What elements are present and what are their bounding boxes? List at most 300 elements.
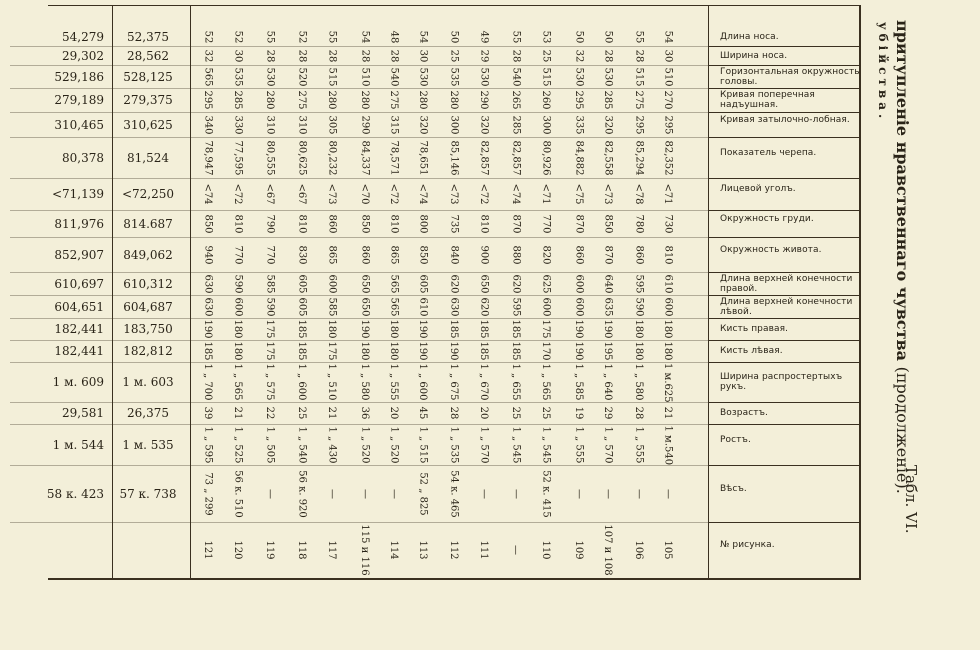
value-cell: 84,882 [573,140,584,175]
average-1-cell: <71,139 [51,187,104,201]
value-cell: 20 [388,406,399,420]
average-1-cell: 310,465 [54,117,104,132]
value-cell: 650 [359,273,370,294]
value-cell: 810 [662,244,673,265]
label-divider [708,318,860,319]
value-cell: 1 „ 585 [573,363,584,401]
value-cell: 50 [602,30,613,43]
value-cell: 1 „ 600 [417,363,428,401]
average-1-cell: 529,186 [54,69,104,84]
value-cell: 80,926 [540,140,551,175]
value-cell: 50 [448,30,459,43]
value-cell: 605 [417,273,428,294]
value-cell: 190 [448,341,459,361]
value-cell: 605 [296,296,307,317]
value-cell: 85,294 [633,140,644,175]
value-cell: <74 [417,183,428,205]
value-cell: 175 [264,319,275,339]
value-cell: 25 [296,406,307,420]
value-cell: 590 [264,296,275,317]
value-cell: <72 [232,183,243,205]
label-divider [708,237,860,238]
value-cell: 80,232 [326,140,337,175]
value-cell: 295 [573,90,584,110]
value-cell: 1 „ 520 [388,426,399,463]
value-cell: 1 „ 655 [510,363,521,401]
value-cell: 28 [510,49,521,62]
value-cell: 880 [510,244,521,265]
value-cell: 1 „ 520 [359,426,370,463]
value-cell: 21 [662,406,673,420]
value-cell: <72 [478,183,489,205]
value-cell: 565 [388,296,399,317]
value-cell: 285 [510,114,521,135]
value-cell: 180 [662,319,673,339]
value-cell: 1 „ 515 [417,426,428,463]
value-cell: 32 [202,49,213,62]
average-2-cell: 528,125 [123,69,173,84]
value-cell: <67 [264,183,275,205]
value-cell: 1 „ 675 [448,363,459,401]
value-cell: 112 [448,540,459,560]
value-cell: 180 [232,319,243,339]
value-cell: — [359,488,370,499]
label-divider [708,88,860,89]
average-2-cell: 57 к. 738 [119,486,177,501]
value-cell: 295 [202,90,213,110]
value-cell: 870 [573,213,584,234]
value-cell: 49 [478,30,489,43]
value-cell: 1 „ 555 [573,426,584,463]
value-cell: 1 „ 505 [264,426,275,463]
row-label: Кисть правая. [720,324,789,334]
value-cell: 305 [326,114,337,135]
value-cell: 82,857 [510,140,521,175]
value-cell: — [264,488,275,499]
value-cell: 1 „ 640 [602,363,613,401]
value-cell: 590 [633,296,644,317]
label-divider [708,402,860,403]
value-cell: 56 к. 920 [296,469,307,518]
value-cell: 265 [510,90,521,110]
value-cell: 850 [359,213,370,234]
row-label: Длина верхней конечности лѣвой. [720,296,853,317]
average-2-cell: 26,375 [127,406,169,420]
value-cell: 315 [388,114,399,135]
value-cell: 190 [202,319,213,339]
value-cell: 280 [326,90,337,110]
value-cell: 595 [510,296,521,317]
value-cell: 820 [540,244,551,265]
value-cell: 185 [296,341,307,361]
value-cell: 175 [326,341,337,361]
value-cell: 28 [388,49,399,62]
value-cell: 635 [602,296,613,317]
value-cell: 28 [633,49,644,62]
average-1-cell: 811,976 [54,216,104,231]
value-cell: 185 [448,319,459,339]
average-2-cell: 604,687 [123,299,173,314]
value-cell: 1 „ 580 [359,363,370,401]
divider-labels [708,5,709,578]
value-cell: 195 [602,341,613,361]
value-cell: — [602,488,613,499]
value-cell: 121 [202,540,213,560]
value-cell: 1 „ 535 [448,426,459,463]
value-cell: 180 [633,319,644,339]
value-cell: 19 [573,406,584,420]
value-cell: <75 [573,183,584,205]
value-cell: 630 [448,296,459,317]
label-divider [708,362,860,363]
value-cell: 1 „ 430 [326,426,337,463]
value-cell: 275 [388,90,399,110]
value-cell: 650 [359,296,370,317]
value-cell: 770 [540,213,551,234]
row-label: Длина носа. [720,31,779,42]
value-cell: 620 [478,296,489,317]
value-cell: 109 [573,540,584,560]
row-label: Ширина распростертыхъ рукъ. [720,372,843,393]
value-cell: 280 [448,90,459,110]
value-cell: 28 [359,49,370,62]
value-cell: 32 [573,49,584,62]
average-1-cell: 610,697 [54,276,104,291]
value-cell: 82,558 [602,140,613,175]
value-cell: 530 [573,66,584,87]
average-2-cell: 81,524 [127,150,169,165]
value-cell: 800 [417,213,428,234]
value-cell: 106 [633,540,644,560]
value-cell: 640 [602,273,613,294]
row-label: Горизонтальная окружность головы. [720,66,860,87]
frame-line-bottom [48,578,860,580]
value-cell: 510 [662,66,673,87]
value-cell: 1 „ 580 [633,363,644,401]
value-cell: 190 [573,319,584,339]
value-cell: 50 [573,30,584,43]
value-cell: 1 „ 570 [478,426,489,463]
value-cell: 565 [388,273,399,294]
average-1-cell: 54,279 [62,29,104,44]
value-cell: 185 [296,319,307,339]
value-cell: 185 [478,341,489,361]
value-cell: <72 [388,183,399,205]
value-cell: 1 „ 700 [202,363,213,401]
value-cell: 330 [232,114,243,135]
value-cell: 28 [264,49,275,62]
value-cell: 30 [232,49,243,62]
value-cell: 530 [417,66,428,87]
value-cell: — [326,488,337,499]
value-cell: <67 [296,183,307,205]
value-cell: 1 „ 510 [326,363,337,401]
value-cell: 535 [232,66,243,87]
value-cell: 600 [540,296,551,317]
value-cell: 82,352 [662,140,673,175]
value-cell: 185 [202,341,213,361]
value-cell: 28 [448,406,459,420]
value-cell: 180 [633,341,644,361]
value-cell: 190 [573,341,584,361]
table-title [893,20,912,494]
value-cell: 190 [417,319,428,339]
value-cell: — [388,488,399,499]
value-cell: 530 [264,66,275,87]
value-cell: 600 [573,296,584,317]
value-cell: 275 [633,90,644,110]
value-cell: 52 [232,30,243,43]
value-cell: 600 [326,273,337,294]
value-cell: 80,625 [296,140,307,175]
average-2-cell: <72,250 [121,187,175,201]
value-cell: 600 [573,273,584,294]
value-cell: 52 „ 825 [417,471,428,516]
value-cell: 55 [264,30,275,43]
average-2-cell: 28,562 [127,48,169,63]
value-cell: 1 „ 565 [232,363,243,401]
value-cell: 940 [202,244,213,265]
row-label: Окружность живота. [720,244,822,255]
value-cell: — [633,488,644,499]
value-cell: 1 „ 555 [633,426,644,463]
value-cell: 530 [602,66,613,87]
value-cell: 1 „ 555 [388,363,399,401]
value-cell: 320 [478,114,489,135]
value-cell: 20 [478,406,489,420]
average-1-cell: 852,907 [54,247,104,262]
value-cell: 78,947 [202,140,213,175]
value-cell: 55 [510,30,521,43]
row-label: Кривая затылочно-лобная. [720,114,850,125]
value-cell: 105 [662,540,673,560]
value-cell: 28 [326,49,337,62]
value-cell: 1 м.625 [662,363,673,403]
row-label: Показатель черепа. [720,147,817,158]
label-divider [708,424,860,425]
value-cell: 45 [417,406,428,420]
value-cell: 28 [602,49,613,62]
value-cell: 1 „ 575 [264,363,275,401]
label-divider [708,112,860,113]
label-divider [708,340,860,341]
average-2-cell: 849,062 [123,247,173,262]
value-cell: 119 [264,540,275,560]
value-cell: 185 [478,319,489,339]
value-cell: 870 [602,244,613,265]
value-cell: <71 [540,183,551,205]
value-cell: 900 [478,244,489,265]
value-cell: 735 [448,213,459,234]
value-cell: 320 [602,114,613,135]
row-label: Возрастъ. [720,408,769,418]
value-cell: 1 „ 540 [296,426,307,463]
value-cell: 25 [540,406,551,420]
value-cell: 275 [296,90,307,110]
value-cell: <73 [602,183,613,205]
value-cell: — [510,488,521,499]
value-cell: 118 [296,540,307,560]
value-cell: 175 [540,319,551,339]
average-2-cell: 52,375 [127,29,169,44]
value-cell: — [662,488,673,499]
value-cell: 730 [662,213,673,234]
value-cell: 80,555 [264,140,275,175]
row-label: Кривая поперечная надъушная. [720,90,815,111]
value-cell: 335 [573,114,584,135]
value-cell: 625 [540,273,551,294]
row-label: Ростъ. [720,434,751,445]
value-cell: 115 и 116 [359,524,370,576]
value-cell: 120 [232,540,243,560]
value-cell: 850 [417,244,428,265]
value-cell: 850 [602,213,613,234]
value-cell: 170 [540,341,551,361]
value-cell: 620 [448,273,459,294]
value-cell: <74 [510,183,521,205]
value-cell: <73 [448,183,459,205]
title-cont: (продолженіе). [893,366,912,494]
value-cell: 300 [540,114,551,135]
value-cell: 190 [602,319,613,339]
value-cell: 605 [296,273,307,294]
row-label: Лицевой уголъ. [720,184,796,194]
row-label: Вѣсъ. [720,483,747,494]
value-cell: 340 [202,114,213,135]
value-cell: 610 [417,296,428,317]
table-subtitle: убійства. [876,22,890,123]
value-cell: 54 к. 465 [448,469,459,518]
value-cell: 770 [264,244,275,265]
value-cell: 56 к. 510 [232,469,243,518]
value-cell: — [510,545,521,555]
value-cell: 840 [448,244,459,265]
value-cell: 30 [662,49,673,62]
value-cell: 860 [633,244,644,265]
value-cell: 25 [448,49,459,62]
average-1-cell: 58 к. 423 [46,486,104,501]
average-1-cell: 182,441 [54,322,104,336]
value-cell: 810 [296,213,307,234]
divider-avg-right [190,5,191,578]
value-cell: 310 [296,114,307,135]
value-cell: 185 [510,319,521,339]
value-cell: 180 [359,341,370,361]
value-cell: 310 [264,114,275,135]
value-cell: 285 [602,90,613,110]
value-cell: 114 [388,540,399,560]
value-cell: 1 м.540 [662,425,673,465]
value-cell: 1 „ 565 [540,363,551,401]
value-cell: 55 [326,30,337,43]
value-cell: 1 „ 600 [296,363,307,401]
divider-avg-left [112,5,113,578]
value-cell: 180 [388,341,399,361]
value-cell: 535 [448,66,459,87]
value-cell: 22 [264,406,275,420]
value-cell: 515 [540,66,551,87]
label-divider [708,210,860,211]
value-cell: 280 [359,90,370,110]
value-cell: 52 [202,30,213,43]
value-cell: 540 [388,66,399,87]
average-2-cell: 814.687 [123,216,173,231]
value-cell: 300 [448,114,459,135]
value-cell: 630 [202,296,213,317]
value-cell: 78,571 [388,140,399,175]
value-cell: 190 [359,319,370,339]
average-1-cell: 80,378 [62,150,104,165]
value-cell: 280 [417,90,428,110]
value-cell: 54 [359,30,370,43]
label-divider [708,178,860,179]
value-cell: 810 [388,213,399,234]
value-cell: 600 [662,296,673,317]
value-cell: 860 [326,213,337,234]
value-cell: 515 [633,66,644,87]
value-cell: — [573,488,584,499]
value-cell: 620 [510,273,521,294]
title-main: притупленіе нравственнаго чувства [893,20,912,362]
average-1-cell: 1 м. 609 [52,375,104,389]
table-number: Табл. VI. [902,465,920,534]
value-cell: 28 [296,49,307,62]
value-cell: 565 [202,66,213,87]
value-cell: 53 [540,30,551,43]
average-1-cell: 279,189 [54,93,104,107]
value-cell: 850 [202,213,213,234]
value-cell: 180 [662,341,673,361]
value-cell: 84,337 [359,140,370,175]
average-1-cell: 29,581 [62,406,104,420]
average-1-cell: 1 м. 544 [52,437,104,452]
value-cell: 180 [232,341,243,361]
value-cell: 82,857 [478,140,489,175]
value-cell: 260 [540,90,551,110]
average-2-cell: 1 м. 603 [122,375,174,389]
value-cell: 770 [232,244,243,265]
value-cell: 1 „ 570 [602,426,613,463]
label-divider [708,522,860,523]
average-1-cell: 29,302 [62,48,104,63]
value-cell: 55 [633,30,644,43]
value-cell: 600 [232,296,243,317]
value-cell: <71 [662,183,673,205]
row-label: № рисунка. [720,540,775,550]
label-divider [708,46,860,47]
value-cell: 585 [264,273,275,294]
row-label: Окружность груди. [720,213,814,224]
average-2-cell: 610,312 [123,276,173,291]
value-cell: 117 [326,540,337,560]
value-cell: 1 „ 545 [540,426,551,463]
value-cell: 540 [510,66,521,87]
value-cell: 73 „ 299 [202,471,213,516]
value-cell: 595 [633,273,644,294]
average-2-cell: 183,750 [123,322,173,336]
value-cell: 39 [202,406,213,420]
row-label: Длина верхней конечности правой. [720,273,853,294]
average-2-cell: 279,375 [123,93,173,107]
value-cell: 54 [417,30,428,43]
average-1-cell: 182,441 [54,344,104,358]
value-cell: 810 [478,213,489,234]
value-cell: 295 [633,114,644,135]
value-cell: 77,595 [232,140,243,175]
value-cell: 111 [478,540,489,560]
value-cell: 830 [296,244,307,265]
value-cell: 1 „ 670 [478,363,489,401]
